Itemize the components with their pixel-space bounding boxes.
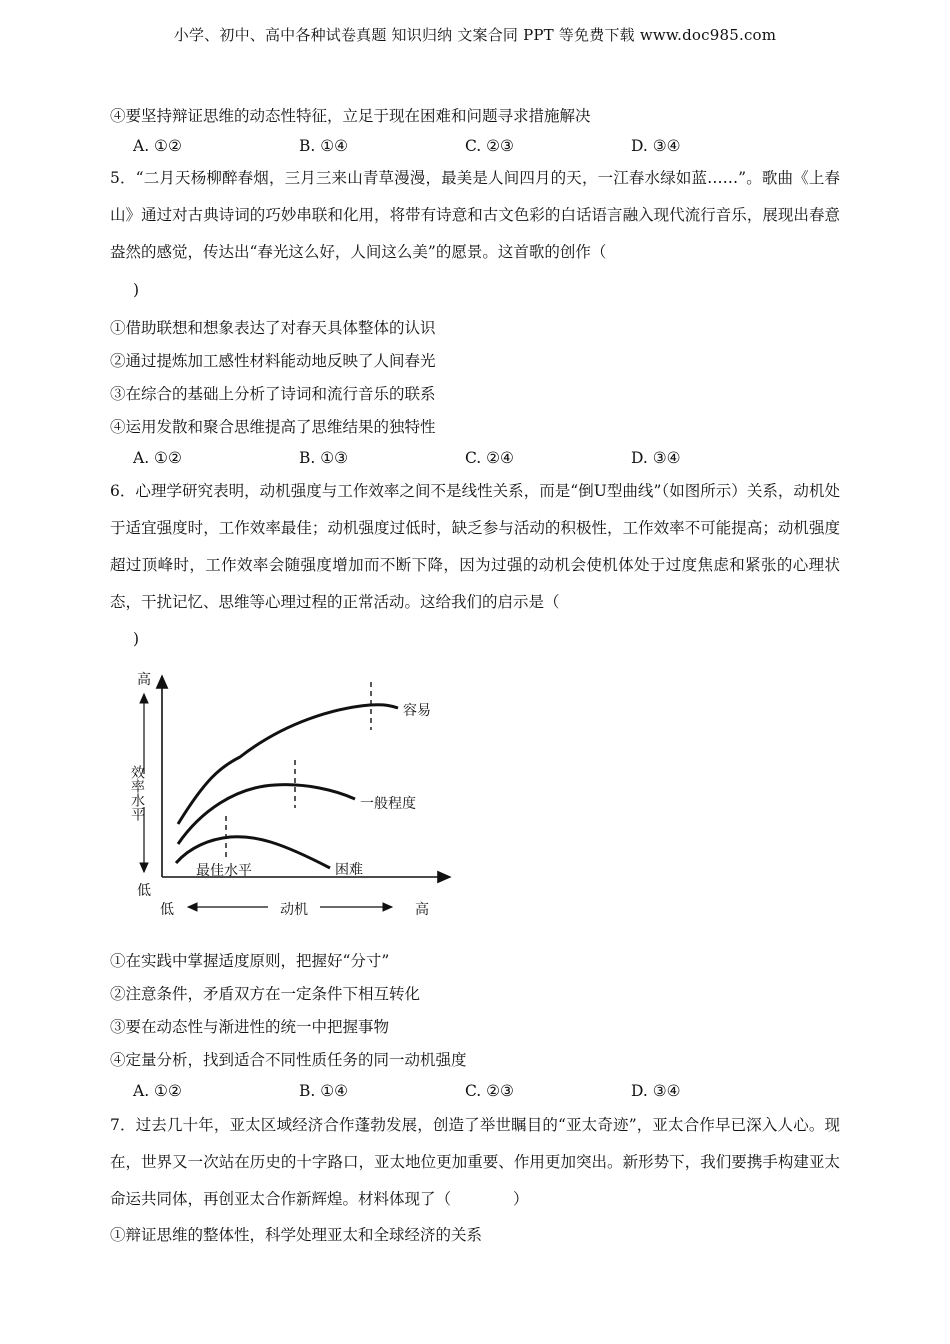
q4-choice-d[interactable]: D. ③④ (631, 137, 681, 155)
y-high-label: 高 (137, 672, 151, 688)
y-axis-label: 效率水平 (129, 765, 145, 821)
q5-answer-paren: ) (133, 281, 140, 299)
q5-item-1: ①借助联想和想象表达了对春天具体整体的认识 (110, 319, 436, 337)
y-low-label: 低 (137, 883, 151, 899)
inverted-u-chart (120, 662, 480, 927)
q7-item-1: ①辩证思维的整体性，科学处理亚太和全球经济的关系 (110, 1226, 483, 1244)
q6-item-2: ②注意条件，矛盾双方在一定条件下相互转化 (110, 985, 421, 1003)
q6-choices (133, 1082, 797, 1100)
q4-choices (133, 137, 797, 155)
q5-choice-c[interactable]: C. ②④ (465, 449, 514, 467)
q5-choice-a[interactable]: A. ①② (133, 449, 182, 467)
q6-item-1: ①在实践中掌握适度原则，把握好“分寸” (110, 952, 390, 970)
q4-choice-b[interactable]: B. ①④ (299, 137, 349, 155)
q4-choice-a[interactable]: A. ①② (133, 137, 182, 155)
q5-stem: 5．“二月天杨柳醉春烟，三月三来山青草漫漫，最美是人间四月的天，一江春水绿如蓝……”。歌曲《上春山》通过对古典诗词的巧妙串联和化用，将带有诗意和古文色彩的白话语言融入现代流行音乐，展现出春意盎然的感觉，传达出“春光这么好，人间这么美”的愿景。这首歌的创作（ (110, 169, 840, 261)
q5-choices (133, 449, 797, 467)
optimal-level-annotation: 最佳水平 (196, 863, 252, 879)
q7-stem: 7．过去几十年，亚太区域经济合作蓬勃发展，创造了举世瞩目的“亚太奇迹”，亚太合作早已深入人心。现在，世界又一次站在历史的十字路口，亚太地位更加重要、作用更加突出。新形势下，我们要携手构建亚太命运共同体，再创亚太合作新辉煌。材料体现了（ ） (110, 1116, 840, 1208)
q6-choice-b[interactable]: B. ①④ (299, 1082, 349, 1100)
series-label-hard: 困难 (335, 862, 363, 878)
q4-choice-c[interactable]: C. ②③ (465, 137, 514, 155)
x-high-label: 高 (415, 902, 429, 918)
site-header: 小学、初中、高中各种试卷真题 知识归纳 文案合同 PPT 等免费下载 www.doc985.com (173, 26, 777, 44)
q6-answer-paren: ) (133, 630, 140, 648)
x-axis-label: 动机 (280, 902, 308, 918)
series-label-easy: 容易 (403, 703, 431, 719)
q6-item-3: ③要在动态性与渐进性的统一中把握事物 (110, 1018, 390, 1036)
q6-choice-a[interactable]: A. ①② (133, 1082, 182, 1100)
curve-medium (178, 785, 355, 844)
q5-choice-b[interactable]: B. ①③ (299, 449, 349, 467)
q5-item-4: ④运用发散和聚合思维提高了思维结果的独特性 (110, 418, 436, 436)
series-label-medium: 一般程度 (360, 796, 416, 812)
q5-item-3: ③在综合的基础上分析了诗词和流行音乐的联系 (110, 385, 436, 403)
x-low-label: 低 (160, 902, 174, 918)
q4-option-item-4: ④要坚持辩证思维的动态性特征，立足于现在困难和问题寻求措施解决 (110, 107, 591, 125)
q6-item-4: ④定量分析，找到适合不同性质任务的同一动机强度 (110, 1051, 467, 1069)
q6-choice-c[interactable]: C. ②③ (465, 1082, 514, 1100)
q6-choice-d[interactable]: D. ③④ (631, 1082, 681, 1100)
q5-choice-d[interactable]: D. ③④ (631, 449, 681, 467)
q5-item-2: ②通过提炼加工感性材料能动地反映了人间春光 (110, 352, 436, 370)
q6-stem: 6．心理学研究表明，动机强度与工作效率之间不是线性关系，而是“倒U型曲线”（如图所示）关系，动机处于适宜强度时，工作效率最佳；动机强度过低时，缺乏参与活动的积极性，工作效率不可能提高；动机强度超过顶峰时，工作效率会随强度增加而不断下降，因为过强的动机会使机体处于过度焦虑和紧张的心理状态，干扰记忆、思维等心理过程的正常活动。这给我们的启示是（ (110, 482, 840, 611)
